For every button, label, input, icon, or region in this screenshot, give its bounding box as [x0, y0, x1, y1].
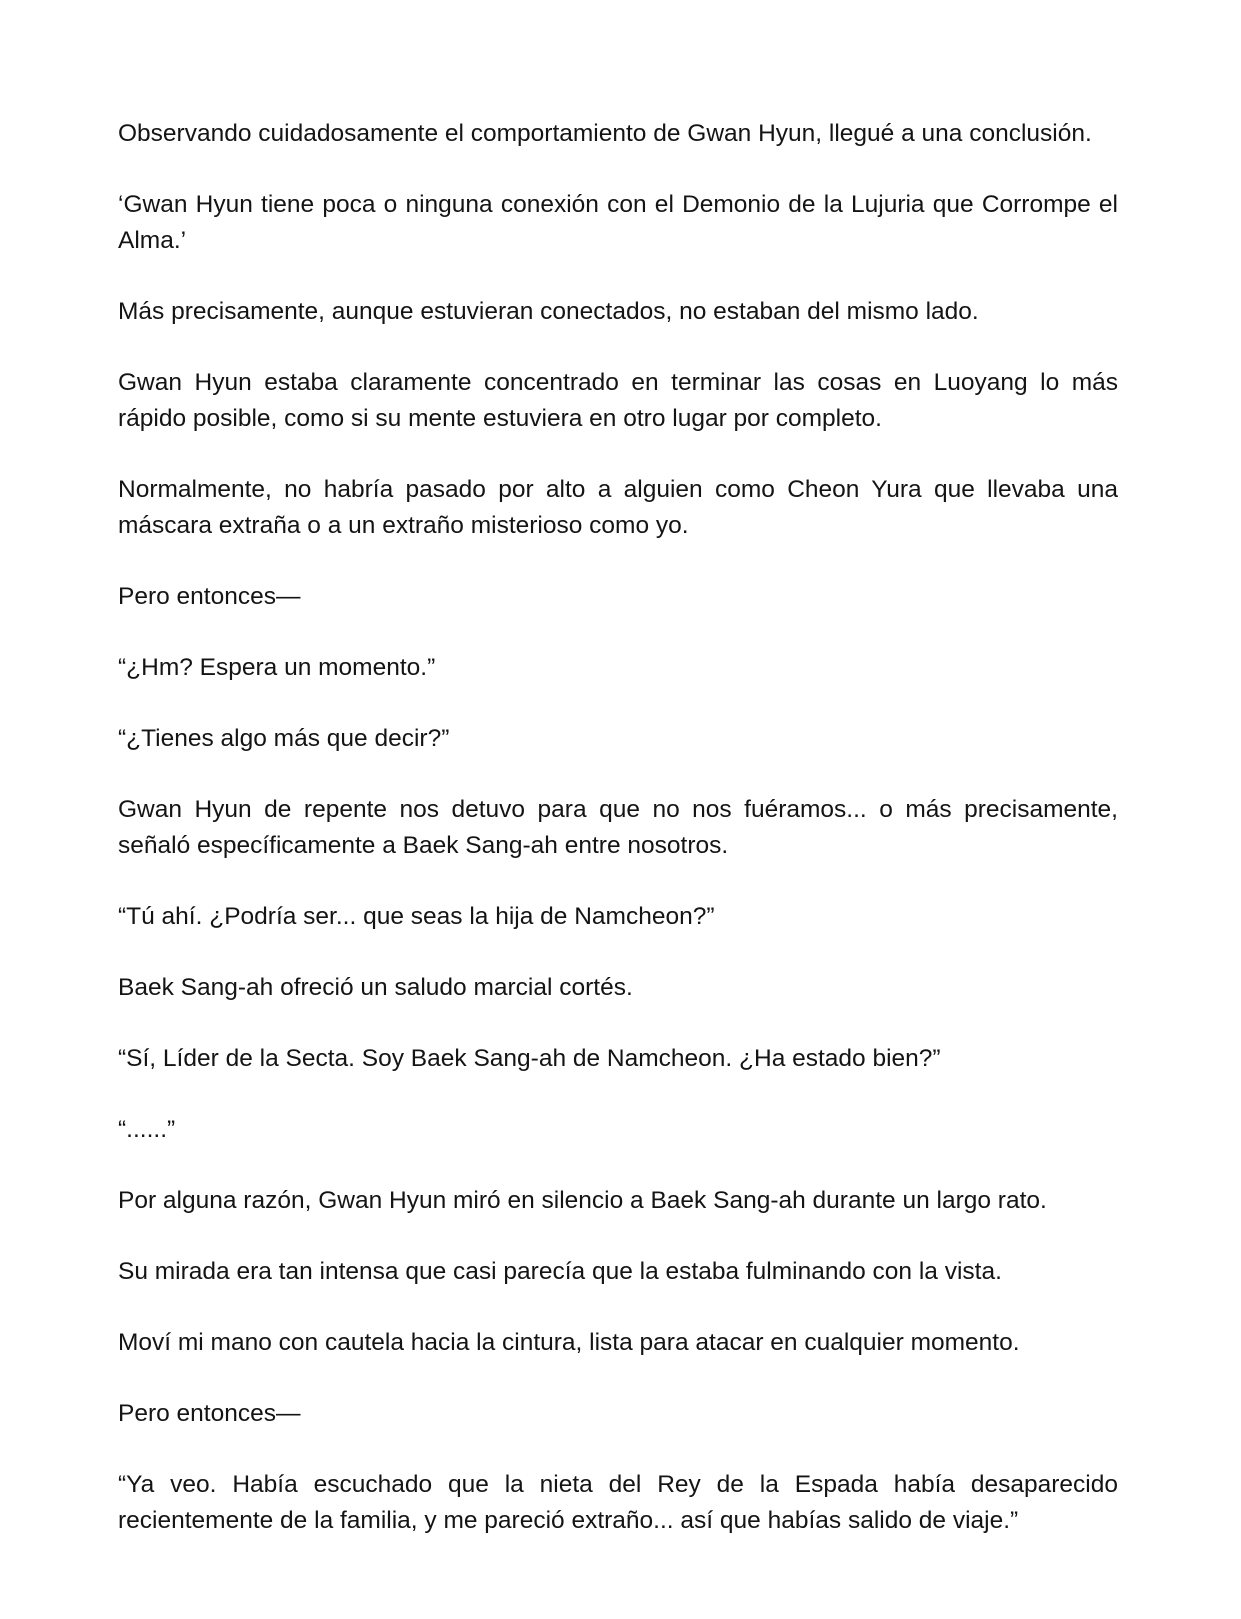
paragraph: Pero entonces— [118, 583, 301, 610]
paragraph: Gwan Hyun de repente nos detuvo para que no nos fuéramos... o más precisamente, señaló específicamente a Baek Sang-ah entre nosotros. [118, 796, 1118, 859]
paragraph: Más precisamente, aunque estuvieran conectados, no estaban del mismo lado. [118, 298, 979, 325]
paragraph: Normalmente, no habría pasado por alto a alguien como Cheon Yura que llevaba una máscara extraña o a un extraño misterioso como yo. [118, 476, 1118, 539]
paragraph: “Ya veo. Había escuchado que la nieta del Rey de la Espada había desaparecido recientemente de la familia, y me pareció extraño... así que habías salido de viaje.” [118, 1471, 1118, 1534]
paragraph: “Tú ahí. ¿Podría ser... que seas la hija de Namcheon?” [118, 903, 715, 930]
paragraph: “¿Tienes algo más que decir?” [118, 725, 450, 752]
paragraph: “Sí, Líder de la Secta. Soy Baek Sang-ah de Namcheon. ¿Ha estado bien?” [118, 1045, 941, 1072]
paragraph: Pero entonces— [118, 1400, 301, 1427]
paragraph: “¿Hm? Espera un momento.” [118, 654, 436, 681]
paragraph: Observando cuidadosamente el comportamiento de Gwan Hyun, llegué a una conclusión. [118, 120, 1092, 147]
paragraph: Moví mi mano con cautela hacia la cintura, lista para atacar en cualquier momento. [118, 1329, 1020, 1356]
paragraph: Gwan Hyun estaba claramente concentrado en terminar las cosas en Luoyang lo más rápido posible, como si su mente estuviera en otro lugar por completo. [118, 369, 1118, 432]
paragraph: Su mirada era tan intensa que casi parecía que la estaba fulminando con la vista. [118, 1258, 1002, 1285]
paragraph: Por alguna razón, Gwan Hyun miró en silencio a Baek Sang-ah durante un largo rato. [118, 1187, 1047, 1214]
paragraph: “......” [118, 1116, 176, 1143]
document-body [118, 116, 1118, 1574]
paragraph: Baek Sang-ah ofreció un saludo marcial cortés. [118, 974, 633, 1001]
paragraph: ‘Gwan Hyun tiene poca o ninguna conexión con el Demonio de la Lujuria que Corrompe el Alma.’ [118, 191, 1118, 254]
